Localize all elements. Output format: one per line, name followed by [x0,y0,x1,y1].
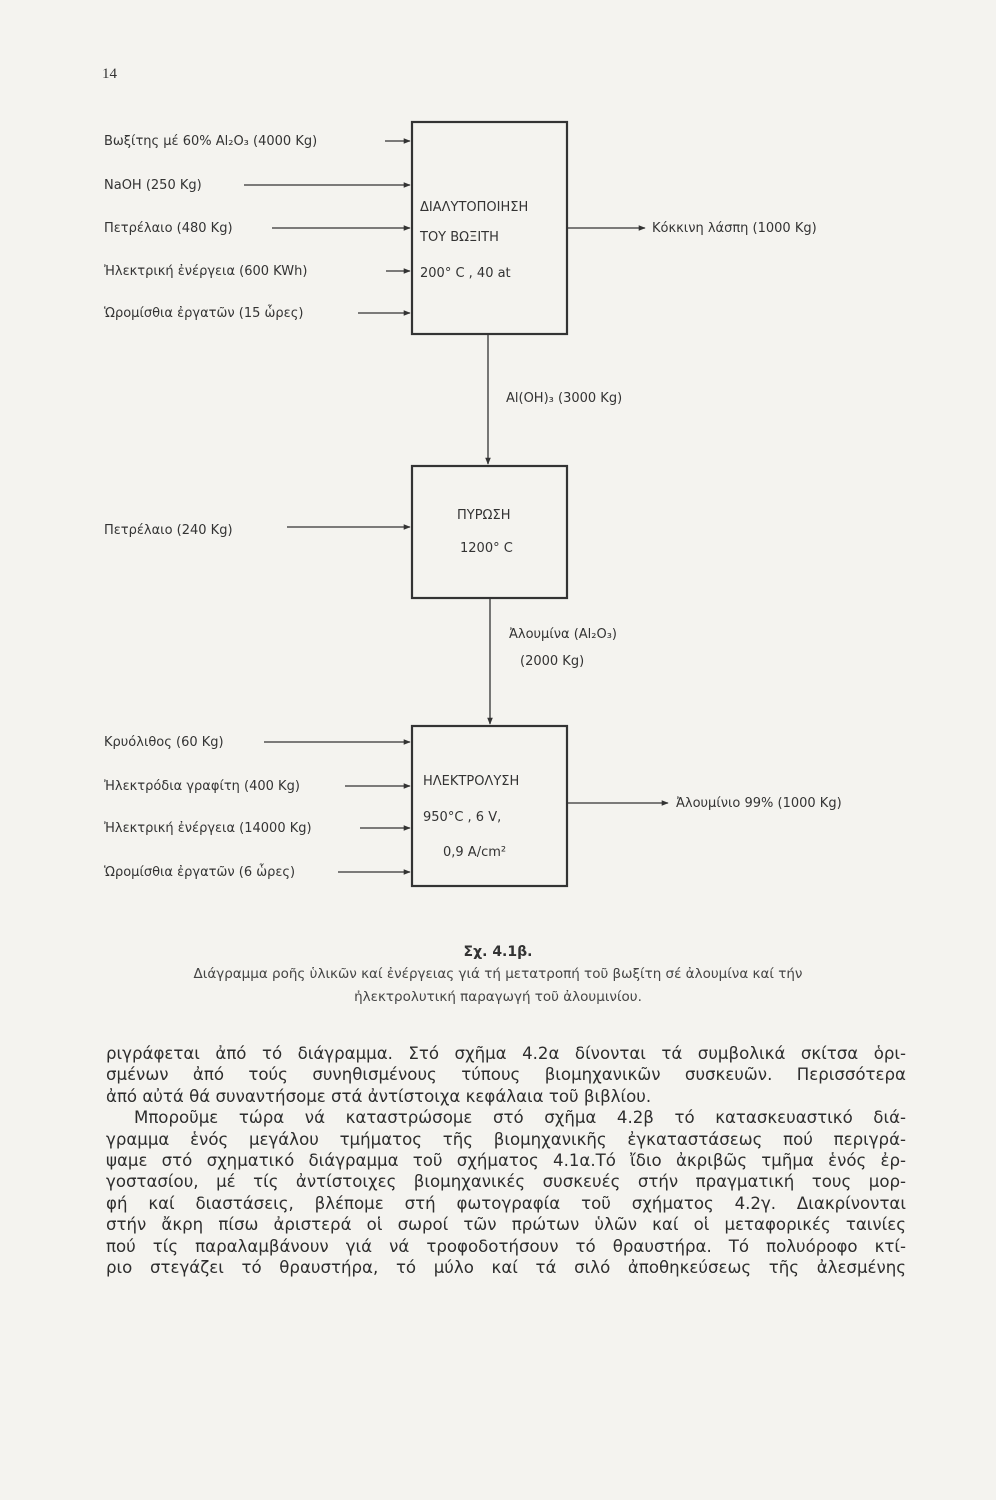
stage3-box [412,726,567,886]
stage1-conditions: 200° C , 40 at [420,266,511,281]
stage3-input-1: Κρυόλιθος (60 Kg) [104,735,224,750]
body-line: ἀπό αὐτά θά συναντήσομε στά ἀντίστοιχα κεφάλαια τοῦ βιβλίου. [106,1086,652,1106]
stage1-title-2: ΤΟΥ ΒΩΞΙΤΗ [420,230,499,245]
stage1-input-4: Ἠλεκτρική ἐνέργεια (600 KWh) [104,264,308,279]
link2-label-1: Ἀλουμίνα (Al₂O₃) [509,627,617,642]
stage1-input-3: Πετρέλαιο (480 Kg) [104,221,233,236]
stage3-input-4: Ὡρομίσθια ἐργατῶν (6 ὧρες) [104,865,296,880]
figure-caption-line-1: Διάγραμμα ροῆς ὑλικῶν καί ἐνέργειας γιά τή μετατροπή τοῦ βωξίτη σέ ἀλουμίνα καί τήν [193,966,803,982]
body-line: φή καί διαστάσεις, βλέπομε στή φωτογραφία τοῦ σχήματος 4.2γ. Διακρίνονται [106,1193,906,1213]
page-number: 14 [102,66,117,82]
stage3-input-2: Ἠλεκτρόδια γραφίτη (400 Kg) [104,779,300,794]
stage2-input-1: Πετρέλαιο (240 Kg) [104,523,233,538]
stage3-input-3: Ἠλεκτρική ἐνέργεια (14000 Kg) [104,821,312,836]
body-line: ριο στεγάζει τό θραυστήρα, τό μύλο καί τά σιλό ἀποθηκεύσεως τῆς ἀλεσμένης [106,1258,906,1278]
body-line: γοστασίου, μέ τίς ἀντίστοιχες βιομηχανικές συσκευές στήν πραγματική τους μορ- [106,1172,906,1192]
body-line: στήν ἄκρη πίσω ἀριστερά οἱ σωροί τῶν πρώτων ὑλῶν καί οἱ μεταφορικές ταινίες [106,1215,906,1235]
stage1-input-5: Ὡρομίσθια ἐργατῶν (15 ὧρες) [104,306,304,321]
body-line: ψαμε στό σχηματικό διάγραμμα τοῦ σχήματος 4.1α.Τό ἴδιο ἀκριβῶς τμῆμα ἑνός ἐρ- [106,1151,906,1171]
stage2-box [412,466,567,598]
stage3-title: ΗΛΕΚΤΡΟΛΥΣΗ [423,774,520,789]
stage3-conditions-2: 0,9 A/cm² [443,845,507,860]
stage1-title-1: ΔΙΑΛΥΤΟΠΟΙΗΣΗ [420,200,529,215]
stage3-conditions-1: 950°C , 6 V, [423,810,502,825]
stage1-box [412,122,567,334]
body-line: πού τίς παραλαμβάνουν γιά νά τροφοδοτήσουν τό θραυστήρα. Τό πολυόροφο κτί- [106,1236,906,1256]
body-paragraphs [106,1043,906,1278]
link1-label: Al(OH)₃ (3000 Kg) [506,391,623,406]
body-line: Μποροῦμε τώρα νά καταστρώσομε στό σχῆμα 4.2β τό κατασκευαστικό διά- [134,1108,906,1128]
stage2-conditions: 1200° C [460,541,513,556]
stage1-input-2: NaOH (250 Kg) [104,178,202,193]
figure-caption-line-2: ἠλεκτρολυτική παραγωγή τοῦ ἀλουμινίου. [354,989,642,1005]
stage1-input-1: Βωξίτης μέ 60% Al₂O₃ (4000 Kg) [104,134,318,149]
body-line: ριγράφεται ἀπό τό διάγραμμα. Στό σχῆμα 4.2α δίνονται τά συμβολικά σκίτσα ὁρι- [106,1044,906,1063]
figure-number: Σχ. 4.1β. [463,944,533,960]
stage1-output: Κόκκινη λάσπη (1000 Kg) [652,221,817,236]
stage3-output: Ἀλουμίνιο 99% (1000 Kg) [676,796,842,811]
stage2-title: ΠΥΡΩΣΗ [457,508,511,523]
link2-label-2: (2000 Kg) [520,654,585,669]
body-line: γραμμα ἑνός μεγάλου τμήματος τῆς βιομηχανικῆς ἐγκαταστάσεως πού περιγρά- [106,1129,906,1149]
body-line: σμένων ἀπό τούς συνηθισμένους τύπους βιομηχανικῶν συσκευῶν. Περισσότερα [106,1065,906,1085]
